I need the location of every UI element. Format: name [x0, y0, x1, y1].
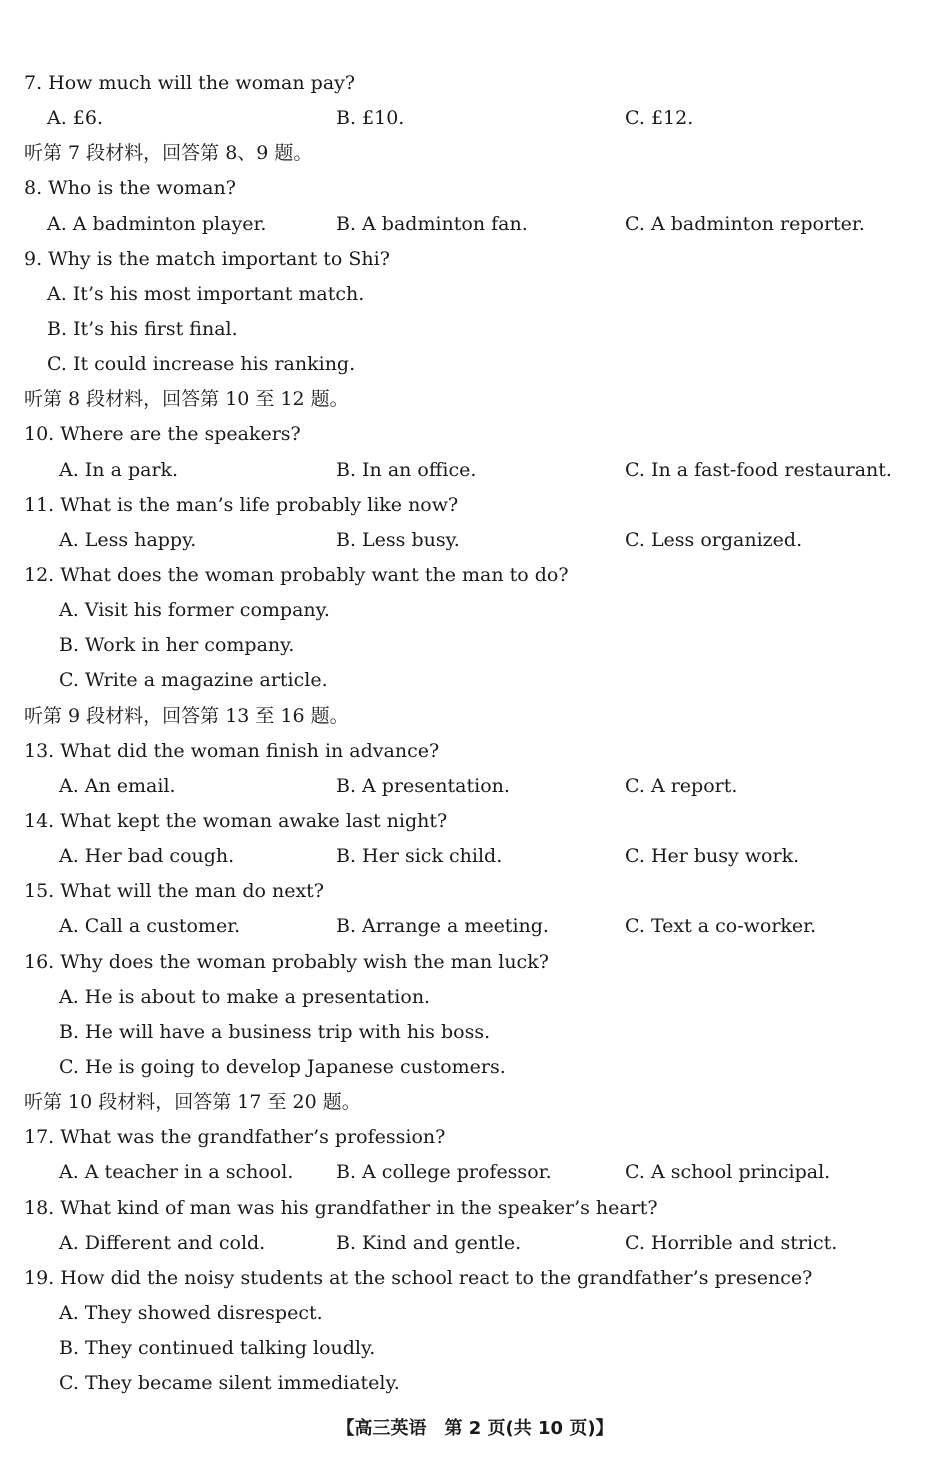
question-text: 9. Why is the match important to Shi?	[24, 247, 390, 270]
answer-option: B. It’s his first final.	[47, 317, 238, 340]
answer-option: C. Less organized.	[625, 528, 803, 551]
question-text: 13. What did the woman finish in advance?	[24, 739, 440, 762]
answer-option: A. Different and cold.	[59, 1231, 266, 1254]
answer-option: C. He is going to develop Japanese customers.	[59, 1055, 506, 1078]
question-text: 14. What kept the woman awake last night?	[24, 809, 448, 832]
answer-option: C. A school principal.	[625, 1161, 831, 1184]
question-text: 15. What will the man do next?	[24, 880, 324, 903]
answer-option: B. Arrange a meeting.	[336, 915, 549, 938]
section-instruction: 听第 7 段材料，回答第 8、9 题。	[24, 142, 313, 165]
question-text: 19. How did the noisy students at the school react to the grandfather’s presence?	[24, 1266, 813, 1289]
answer-options-row	[0, 207, 950, 242]
question-text: 11. What is the man’s life probably like now?	[24, 493, 459, 516]
answer-option: C. £12.	[625, 107, 694, 130]
page-footer: 【高三英语 第 2 页(共 10 页)】	[336, 1418, 614, 1439]
answer-option: A. In a park.	[59, 458, 179, 481]
answer-option: A. It’s his most important match.	[47, 282, 365, 305]
answer-option: C. Text a co-worker.	[625, 915, 817, 938]
answer-option: A. £6.	[47, 107, 104, 130]
section-instruction: 听第 9 段材料，回答第 13 至 16 题。	[24, 704, 349, 727]
answer-options-row	[0, 101, 950, 136]
answer-option: A. An email.	[59, 774, 176, 797]
answer-options-row	[0, 1226, 950, 1261]
answer-options-row	[0, 523, 950, 558]
question-text: 17. What was the grandfather’s profession?	[24, 1126, 446, 1149]
answer-option: B. Her sick child.	[336, 845, 503, 868]
answer-option: B. A presentation.	[336, 774, 510, 797]
answer-option: B. He will have a business trip with his boss.	[59, 1020, 491, 1043]
answer-option: A. He is about to make a presentation.	[59, 985, 431, 1008]
answer-option: A. A teacher in a school.	[59, 1161, 294, 1184]
answer-option: B. In an office.	[336, 458, 477, 481]
answer-options-row	[0, 1155, 950, 1190]
answer-option: C. In a fast-food restaurant.	[625, 458, 892, 481]
question-text: 12. What does the woman probably want the man to do?	[24, 563, 569, 586]
answer-option: A. Visit his former company.	[59, 599, 330, 622]
answer-option: C. It could increase his ranking.	[47, 353, 356, 376]
question-text: 16. Why does the woman probably wish the man luck?	[24, 950, 549, 973]
answer-option: C. Write a magazine article.	[59, 669, 328, 692]
answer-options-row	[0, 769, 950, 804]
answer-option: A. A badminton player.	[47, 212, 267, 235]
question-text: 18. What kind of man was his grandfather in the speaker’s heart?	[24, 1196, 658, 1219]
answer-option: C. Horrible and strict.	[625, 1231, 838, 1254]
answer-option: C. They became silent immediately.	[59, 1372, 400, 1395]
answer-option: B. £10.	[336, 107, 405, 130]
question-text: 8. Who is the woman?	[24, 177, 236, 200]
question-text: 10. Where are the speakers?	[24, 423, 301, 446]
answer-option: A. They showed disrespect.	[59, 1301, 323, 1324]
section-instruction: 听第 10 段材料，回答第 17 至 20 题。	[24, 1091, 361, 1114]
answer-options-row	[0, 453, 950, 488]
exam-page	[0, 66, 950, 1401]
answer-option: A. Call a customer.	[59, 915, 241, 938]
answer-options-row	[0, 839, 950, 874]
answer-option: C. Her busy work.	[625, 845, 800, 868]
section-instruction: 听第 8 段材料，回答第 10 至 12 题。	[24, 388, 349, 411]
question-text: 7. How much will the woman pay?	[24, 72, 356, 94]
answer-option: C. A badminton reporter.	[625, 212, 865, 235]
answer-option: A. Her bad cough.	[59, 845, 235, 868]
answer-option: B. Kind and gentle.	[336, 1231, 522, 1254]
answer-option: B. A college professor.	[336, 1161, 552, 1184]
answer-option: C. A report.	[625, 774, 738, 797]
answer-option: A. Less happy.	[59, 528, 197, 551]
answer-options-row	[0, 909, 950, 944]
answer-option: B. A badminton fan.	[336, 212, 528, 235]
answer-option: B. Work in her company.	[59, 634, 295, 657]
answer-option: B. They continued talking loudly.	[59, 1337, 376, 1360]
answer-option: B. Less busy.	[336, 528, 460, 551]
